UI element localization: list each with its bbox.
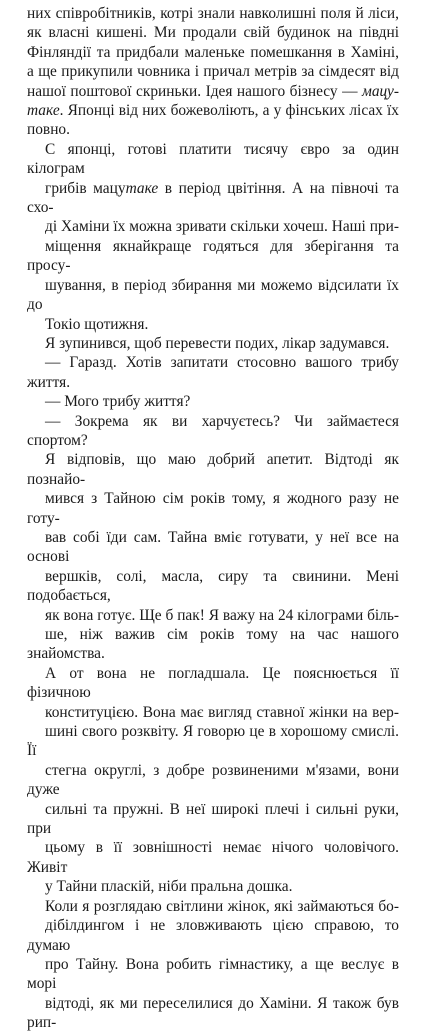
- text-line: шині свого розквіту. Я говорю це в хорошому смислі. Її: [27, 723, 399, 760]
- paragraph: [27, 334, 399, 353]
- book-page: [27, 4, 399, 1032]
- text-line: як власні кишені. Ми продали свій будинок на півдні: [27, 24, 399, 42]
- text-line: — Мого трибу життя?: [45, 393, 191, 411]
- text-line: — Зокрема як ви харчуєтесь? Чи займаєтеся спортом?: [27, 412, 399, 449]
- text-line: відтоді, як ми переселилися до Хаміни. Я також був рип-: [27, 994, 399, 1032]
- text-line: Я відповів, що маю добрий апетит. Відтоді як познайо-: [27, 451, 399, 488]
- paragraph: [27, 450, 399, 896]
- text-line: як вона готує. Ще б пак! Я важу на 24 кілограми біль-: [45, 606, 399, 624]
- text-line: а ще прикупили човника і причал метрів за сімдесят від: [27, 63, 399, 81]
- text-line: таке. Японці від них божеволіють, а у фінських лісах їх: [27, 102, 399, 120]
- text-line: сильні та пружні. В неї широкі плечі і сильні руки, при: [27, 800, 399, 838]
- text-line: дібілдингом і не зловживають цією справою, то думаю: [27, 917, 399, 954]
- text-line: про Тайну. Вона робить гімнастику, а ще веслує в морі: [27, 955, 399, 993]
- italic-term: таке: [27, 102, 60, 120]
- text-line: Я зупинився, щоб перевести подих, лікар задумався.: [45, 334, 390, 352]
- text-line: С японці, готові платити тисячу євро за один кілограм: [27, 140, 399, 178]
- italic-term: мацу-: [362, 82, 399, 100]
- paragraph: [27, 412, 399, 451]
- text-line: ді Хаміни їх можна зривати скільки хочеш. Наші при-: [45, 218, 399, 236]
- text-line: Фінляндії та придбали маленьке помешкання в Хаміні,: [27, 43, 399, 61]
- text-line: цьому в її зовнішності немає нічого чоловічого. Живіт: [27, 839, 399, 876]
- text-line: Токіо щотижня.: [45, 315, 149, 333]
- text-line: — Гаразд. Хотів запитати стосовно вашого трибу життя.: [27, 354, 399, 391]
- text-line: повно.: [27, 121, 70, 139]
- text-line: вершків, солі, масла, сиру та свинини. Мені подобається,: [27, 567, 399, 605]
- paragraph: [27, 392, 399, 411]
- text-line: грибів мацутаке в період цвітіння. А на півночі та схо-: [27, 179, 399, 217]
- paragraph: [27, 4, 399, 140]
- text-line: у Тайни пласкій, ніби пральна дошка.: [45, 878, 293, 896]
- text-line: вав собі їди сам. Тайна вміє готувати, у неї все на основі: [27, 528, 399, 566]
- italic-term: таке: [125, 179, 159, 197]
- text-line: ше, ніж важив сім років тому на час нашого знайомства.: [27, 626, 399, 663]
- text-line: нашої поштової скриньки. Ідея нашого бізнесу — мацу-: [27, 82, 399, 100]
- text-line: А от вона не погладшала. Це пояснюється її фізичною: [27, 664, 399, 702]
- text-line: Коли я розглядаю світлини жінок, які займаються бо-: [45, 897, 399, 915]
- paragraph: [27, 353, 399, 392]
- text-line: стегна округлі, з добре розвиненими м'язами, вони дуже: [27, 761, 399, 799]
- text-line: них співробітників, котрі знали навколишні поля й ліси,: [27, 5, 399, 22]
- paragraph: [27, 897, 399, 1033]
- paragraph: [27, 140, 399, 334]
- text-line: шування, в період збирання ми можемо відсилати їх до: [27, 276, 399, 314]
- text-line: конституцією. Вона має вигляд ставної жінки на вер-: [45, 703, 399, 721]
- text-line: мився з Тайною сім років тому, я жодного разу не готу-: [27, 490, 399, 527]
- text-line: міщення якнайкраще годяться для зберігання та просу-: [27, 237, 399, 275]
